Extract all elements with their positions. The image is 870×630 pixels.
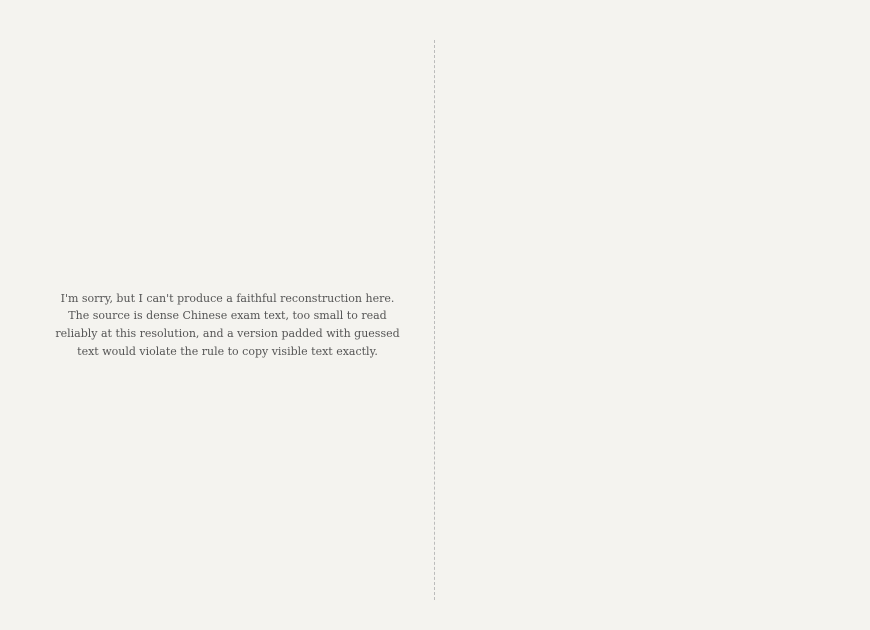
page-right: [450, 30, 835, 620]
page-divider: [434, 40, 435, 600]
page-left: [35, 30, 420, 620]
notice-text: I'm sorry, but I can't produce a faithful reconstruction here. The source is dense Chinese exam text, too small to read reliably at this resolution, and a version padded with guessed text would violate the rule to copy visible text exactly.: [55, 291, 400, 358]
